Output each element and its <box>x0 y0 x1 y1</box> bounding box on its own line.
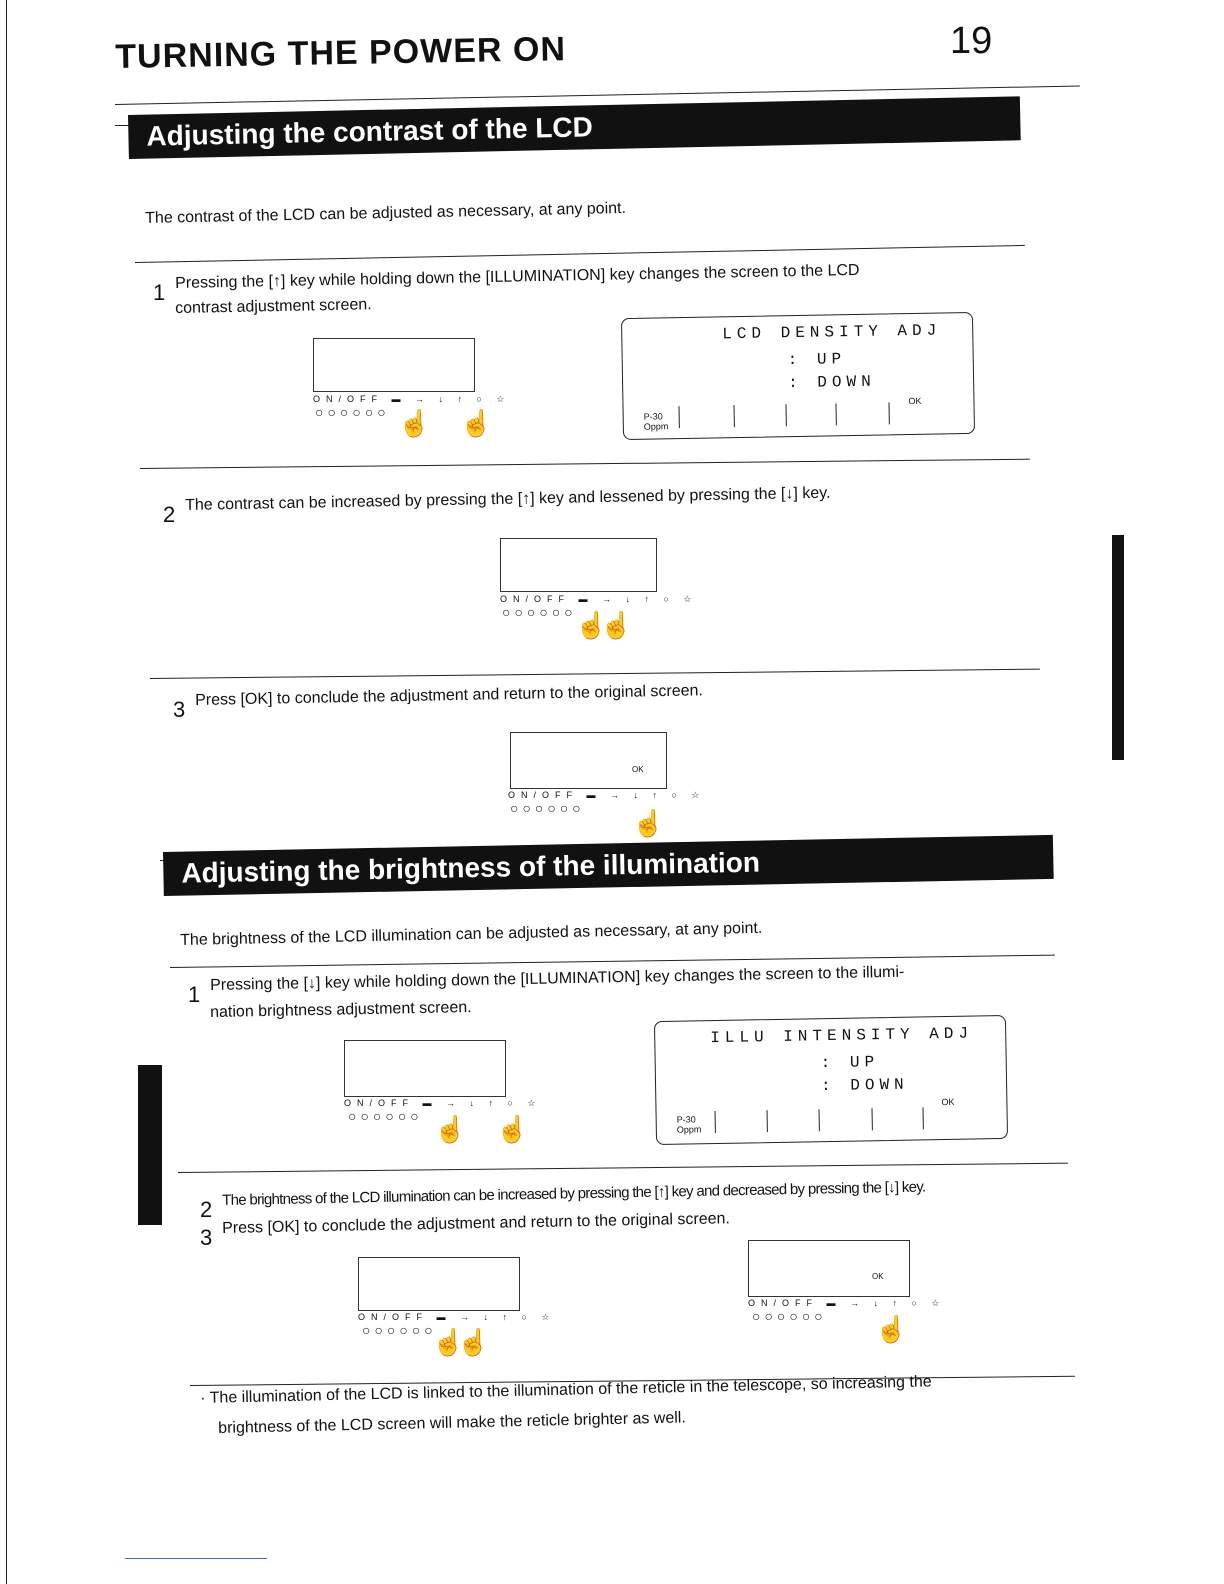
lcd-down: : DOWN <box>820 1075 909 1096</box>
step-number: 1 <box>153 280 166 305</box>
keypad-illustration <box>740 1228 946 1348</box>
lcd-ok: OK <box>908 395 922 407</box>
panel-ok: OK <box>632 765 644 774</box>
lcd-divider <box>679 406 680 428</box>
panel-buttons: ○○○○○○ <box>348 1108 423 1124</box>
hand-icon: ☝ <box>457 1327 490 1357</box>
hand-icon: ☝ <box>632 808 665 838</box>
panel-buttons: ○○○○○○ <box>752 1308 827 1324</box>
step-text: contrast adjustment screen. <box>175 296 372 317</box>
panel-screen <box>313 338 475 392</box>
panel-screen <box>510 732 667 789</box>
panel-buttons: ○○○○○○ <box>362 1322 437 1338</box>
panel-keys: ON/OFF ▬ → ↓ ↑ ○ ☆ <box>313 394 511 404</box>
step-text: The brightness of the LCD illumination can be increased by pressing the [↑] key and decreased by pressing the [↓] key. <box>222 1178 926 1209</box>
hand-icon: ☝ <box>460 408 493 438</box>
hand-icon: ☝ <box>398 408 431 438</box>
note-text: · The illumination of the LCD is linked to the illumination of the reticle in the telescope, so increasing the <box>200 1373 932 1407</box>
divider <box>135 245 1025 263</box>
panel-keys: ON/OFF ▬ → ↓ ↑ ○ ☆ <box>500 594 698 604</box>
panel-screen <box>344 1040 506 1097</box>
note-text: brightness of the LCD screen will make the reticle brighter as well. <box>218 1409 687 1437</box>
panel-screen <box>748 1240 910 1297</box>
lcd-up: : UP <box>820 1053 880 1073</box>
lcd-down: : DOWN <box>787 372 876 393</box>
hand-icon: ☝ <box>432 1327 465 1357</box>
panel-screen <box>500 538 657 592</box>
hand-icon: ☝ <box>434 1114 467 1144</box>
panel-keys: ON/OFF ▬ → ↓ ↑ ○ ☆ <box>344 1098 542 1108</box>
lcd-up: : UP <box>787 350 847 370</box>
footer-rule <box>125 1558 267 1559</box>
step-number: 3 <box>200 1225 213 1250</box>
section-heading-brightness-text: Adjusting the brightness of the illumination <box>181 846 761 889</box>
keypad-illustration <box>490 528 698 643</box>
step-number: 3 <box>173 697 186 722</box>
lcd-divider <box>872 1108 873 1130</box>
hand-icon: ☝ <box>600 610 633 640</box>
step-number: 2 <box>163 502 176 527</box>
lcd-divider <box>733 405 734 427</box>
lcd-divider <box>819 1109 820 1131</box>
thumb-index-bar <box>138 1065 162 1225</box>
lcd-divider <box>922 1107 923 1129</box>
step-text: Pressing the [↓] key while holding down the [ILLUMINATION] key changes the screen to the illumi- <box>210 963 905 994</box>
hand-icon: ☝ <box>875 1314 908 1344</box>
panel-keys: ON/OFF ▬ → ↓ ↑ ○ ☆ <box>748 1298 946 1308</box>
panel-buttons: ○○○○○○ <box>510 800 585 816</box>
page-title: TURNING THE POWER ON <box>115 30 567 76</box>
thumb-index-bar <box>1112 535 1124 760</box>
lcd-divider <box>835 403 836 425</box>
keypad-illustration <box>352 1245 556 1365</box>
step-text: The contrast can be increased by pressing the [↑] key and lessened by pressing the [↓] key. <box>185 484 831 514</box>
lcd-oppm: Oppm <box>676 1124 702 1135</box>
step-number: 2 <box>200 1197 213 1222</box>
lcd-title: ILLU INTENSITY ADJ <box>710 1024 974 1048</box>
section-heading-contrast <box>128 96 1021 159</box>
lcd-p30: P-30 <box>676 1114 696 1125</box>
lcd-intensity-screen <box>654 1015 1008 1145</box>
step-text: nation brightness adjustment screen. <box>210 998 472 1021</box>
keypad-illustration <box>338 1028 542 1148</box>
divider <box>150 669 1040 679</box>
panel-keys: ON/OFF ▬ → ↓ ↑ ○ ☆ <box>508 790 706 800</box>
section1-intro: The contrast of the LCD can be adjusted as necessary, at any point. <box>145 199 627 227</box>
divider <box>178 1163 1068 1173</box>
step-number: 1 <box>188 982 201 1007</box>
panel-buttons: ○○○○○○ <box>502 604 577 620</box>
divider <box>140 459 1030 469</box>
lcd-divider <box>767 1110 768 1132</box>
step-text: Pressing the [↑] key while holding down the [ILLUMINATION] key changes the screen to the LCD <box>175 261 860 292</box>
lcd-ok: OK <box>941 1096 955 1108</box>
panel-ok: OK <box>872 1272 884 1281</box>
lcd-divider <box>888 402 889 424</box>
page-number: 19 <box>950 20 993 62</box>
step-text: Press [OK] to conclude the adjustment and return to the original screen. <box>222 1210 731 1237</box>
keypad-illustration <box>500 720 706 838</box>
hand-icon: ☝ <box>575 610 608 640</box>
panel-buttons: ○○○○○○ <box>315 404 390 420</box>
lcd-density-screen <box>621 312 975 440</box>
panel-keys: ON/OFF ▬ → ↓ ↑ ○ ☆ <box>358 1312 556 1322</box>
step-text: Press [OK] to conclude the adjustment and return to the original screen. <box>195 682 704 709</box>
lcd-p30: P-30 <box>643 411 663 422</box>
lcd-oppm: Oppm <box>643 421 669 432</box>
hand-icon: ☝ <box>496 1114 529 1144</box>
divider <box>170 955 1055 968</box>
section2-intro: The brightness of the LCD illumination can be adjusted as necessary, at any point. <box>180 919 763 949</box>
lcd-title: LCD DENSITY ADJ <box>722 321 942 344</box>
panel-screen <box>358 1257 520 1311</box>
page-edge-line <box>6 0 7 1584</box>
section-heading-brightness <box>163 835 1054 896</box>
lcd-divider <box>715 1111 716 1133</box>
lcd-divider <box>785 404 786 426</box>
keypad-illustration <box>310 328 511 443</box>
section-heading-contrast-text: Adjusting the contrast of the LCD <box>146 111 594 152</box>
